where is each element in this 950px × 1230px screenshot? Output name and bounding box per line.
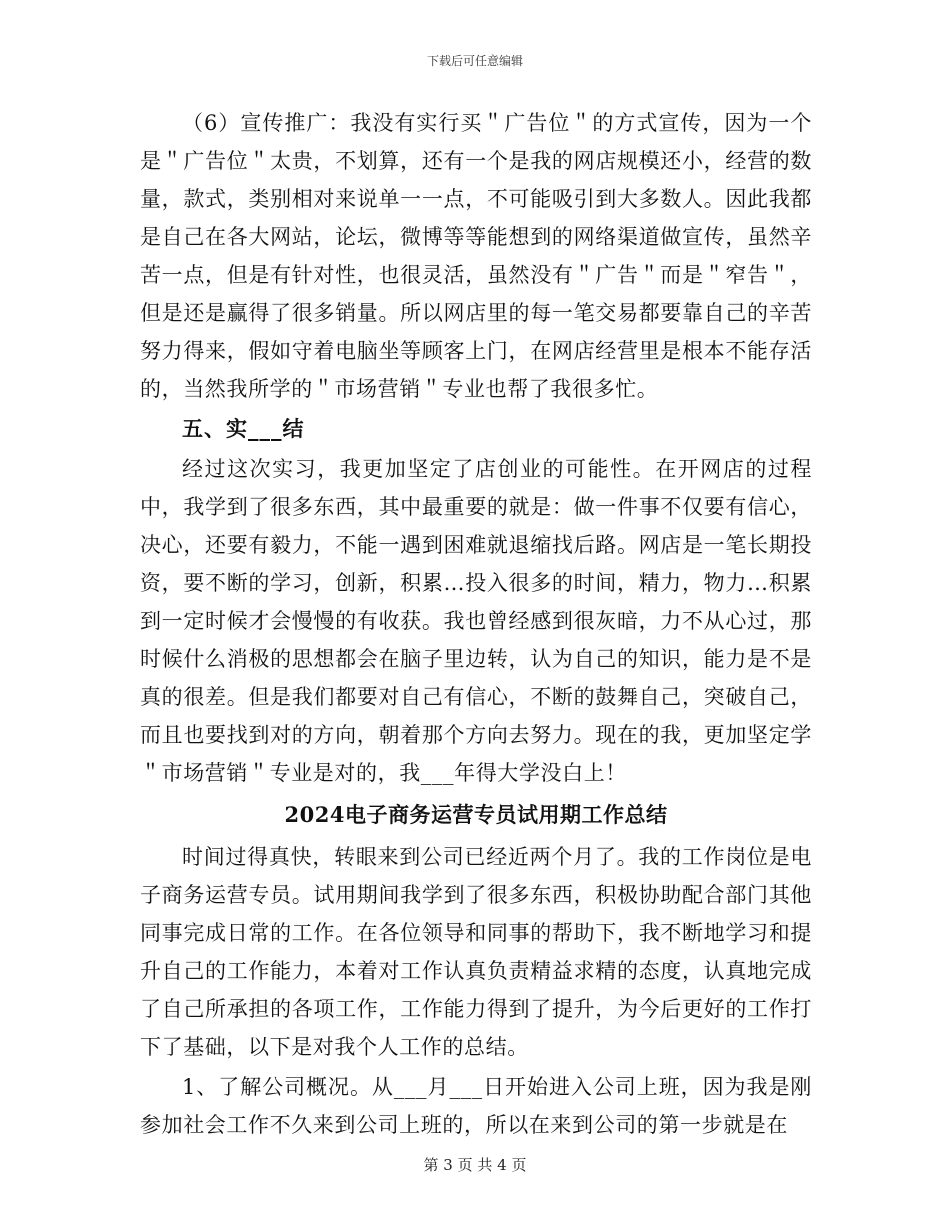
- document-body: [140, 104, 812, 1146]
- document-title: 2024电子商务运营专员试用期工作总结: [284, 802, 668, 827]
- page-header-note: 下载后可任意编辑: [426, 54, 523, 68]
- section-heading-summary: 五、实___结: [182, 416, 305, 441]
- page-footer-number: 第 3 页 共 4 页: [423, 1156, 527, 1174]
- paragraph-internship-summary: 经过这次实习，我更加坚定了店创业的可能性。在开网店的过程中，我学到了很多东西，其中最重要的就是：做一件事不仅要有信心，决心，还要有毅力，不能一遇到困难就退缩找后路。网店是一笔长期投资，要不断的学习，创新，积累…投入很多的时间，精力，物力…积累到一定时候才会慢慢的有收获。我也曾经感到很灰暗，力不从心过，那时候什么消极的思想都会在脑子里边转，认为自己的知识，能力是不是真的很差。但是我们都要对自己有信心，不断的鼓舞自己，突破自己，而且也要找到对的方向，朝着那个方向去努力。现在的我，更加坚定学＂市场营销＂专业是对的，我___年得大学没白上！: [140, 457, 812, 785]
- paragraph-company-overview: 1、了解公司概况。从___月___日开始进入公司上班，因为我是刚参加社会工作不久来到公司上班的，所以在来到公司的第一步就是在: [140, 1075, 812, 1137]
- paragraph-intro: 时间过得真快，转眼来到公司已经近两个月了。我的工作岗位是电子商务运营专员。试用期间我学到了很多东西，积极协助配合部门其他同事完成日常的工作。在各位领导和同事的帮助下，我不断地学习和提升自己的工作能力，本着对工作认真负责精益求精的态度，认真地完成了自己所承担的各项工作，工作能力得到了提升，为今后更好的工作打下了基础，以下是对我个人工作的总结。: [140, 845, 812, 1059]
- paragraph-promotion: （6）宣传推广：我没有实行买＂广告位＂的方式宣传，因为一个是＂广告位＂太贵，不划算，还有一个是我的网店规模还小，经营的数量，款式，类别相对来说单一一点，不可能吸引到大多数人。因此我都是自己在各大网站，论坛，微博等等能想到的网络渠道做宣传，虽然辛苦一点，但是有针对性，也很灵活，虽然没有＂广告＂而是＂窄告＂，但是还是赢得了很多销量。所以网店里的每一笔交易都要靠自己的辛苦努力得来，假如守着电脑坐等顾客上门，在网店经营里是根本不能存活的，当然我所学的＂市场营销＂专业也帮了我很多忙。: [140, 111, 812, 401]
